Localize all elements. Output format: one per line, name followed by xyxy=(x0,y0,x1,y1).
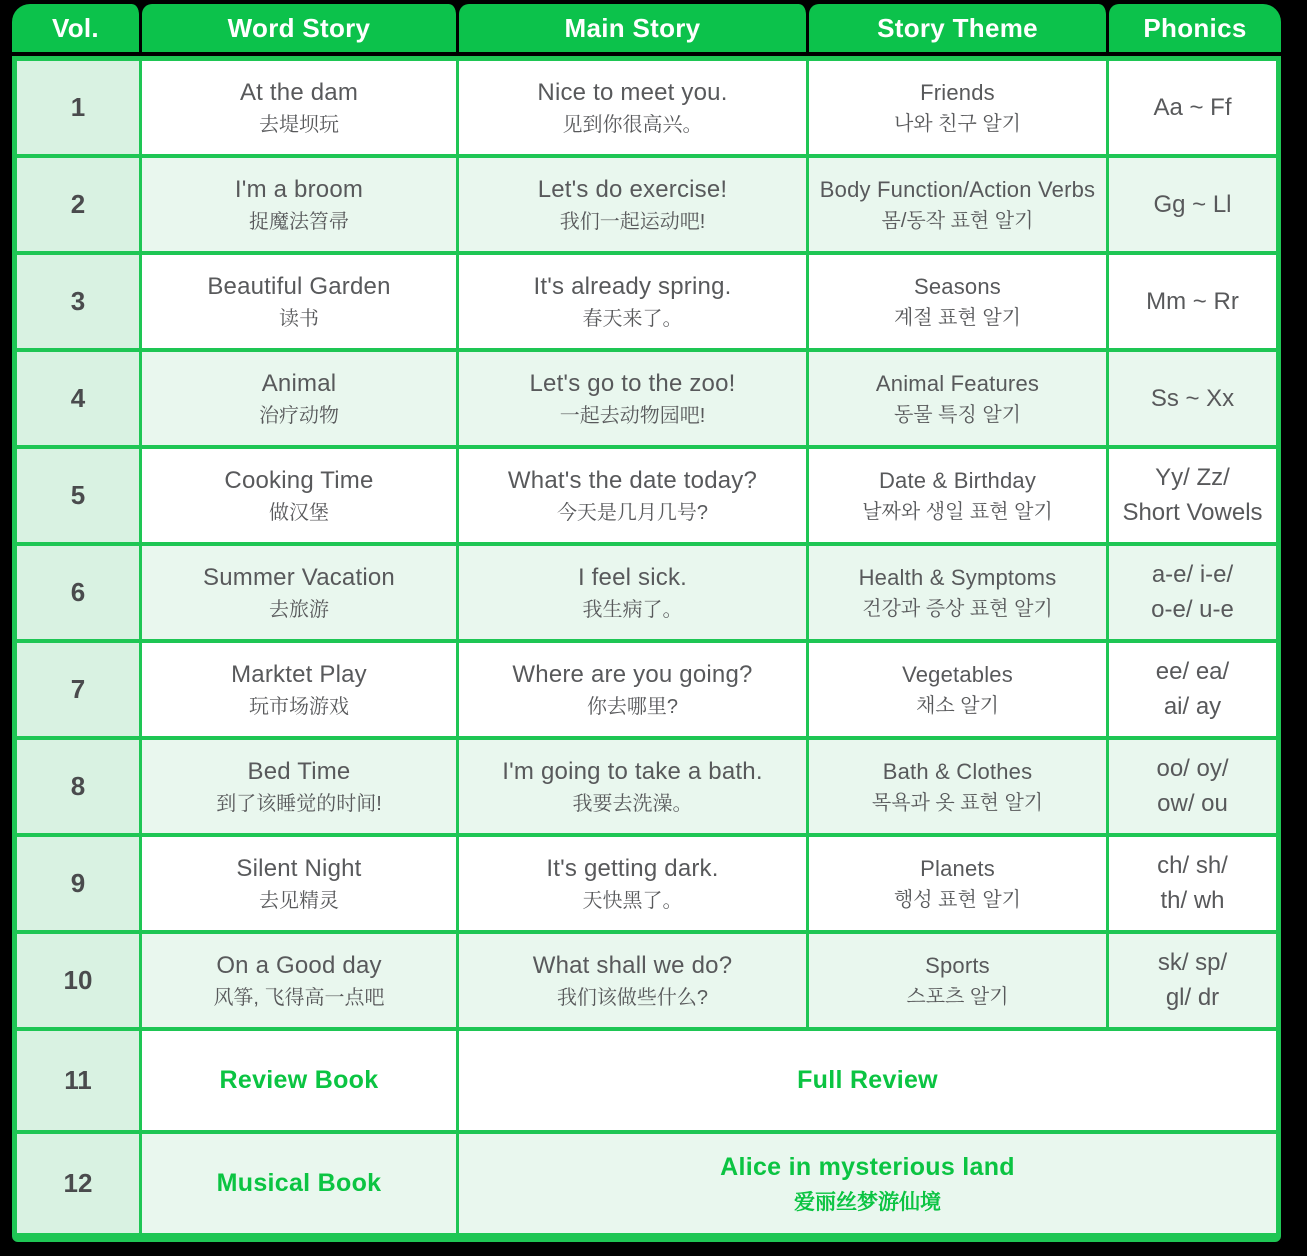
main-story-en: I feel sick. xyxy=(577,564,688,591)
main-story-cell xyxy=(459,643,809,736)
phonics-line: Yy/ Zz/ xyxy=(1155,464,1230,491)
word-story-en: At the dam xyxy=(239,79,359,106)
main-story-cell xyxy=(459,255,809,348)
table-row xyxy=(17,643,1276,740)
header-label-main-story: Main Story xyxy=(564,12,701,43)
phonics-line: ee/ ea/ xyxy=(1155,658,1230,685)
story-theme-ko: 나와 친구 알기 xyxy=(893,112,1022,135)
story-theme-cell xyxy=(809,158,1109,251)
table-row xyxy=(17,61,1276,158)
main-story-cell xyxy=(459,740,809,833)
vol-cell xyxy=(17,1134,142,1233)
header-cell-vol xyxy=(12,4,142,52)
main-story-cell xyxy=(459,158,809,251)
story-theme-ko: 동물 특징 알기 xyxy=(893,403,1022,426)
story-theme-en: Planets xyxy=(920,856,995,882)
phonics-cell xyxy=(1109,740,1276,833)
main-story-en: What shall we do? xyxy=(532,952,733,979)
vol-number: 12 xyxy=(63,1168,93,1198)
phonics-line: oo/ oy/ xyxy=(1156,755,1229,782)
merged-title: Full Review xyxy=(797,1066,938,1095)
header-label-story-theme: Story Theme xyxy=(877,12,1038,43)
header-cell-story-theme xyxy=(809,4,1109,52)
story-theme-en: Date & Birthday xyxy=(878,468,1037,494)
word-story-cell xyxy=(142,61,459,154)
word-story-en: Cooking Time xyxy=(224,467,374,494)
main-story-en: I'm going to take a bath. xyxy=(502,758,763,785)
header-label-phonics: Phonics xyxy=(1143,12,1247,43)
story-theme-ko: 건강과 증상 표현 알기 xyxy=(862,597,1053,620)
vol-cell xyxy=(17,449,142,542)
main-story-zh: 我要去洗澡。 xyxy=(572,793,693,815)
main-story-cell xyxy=(459,546,809,639)
main-story-zh: 我们该做些什么? xyxy=(556,987,709,1009)
vol-cell xyxy=(17,934,142,1027)
main-story-en: Nice to meet you. xyxy=(537,79,728,106)
word-story-en: Animal xyxy=(261,370,337,397)
main-story-zh: 春天来了。 xyxy=(582,308,683,330)
word-story-zh: 去堤坝玩 xyxy=(259,114,339,136)
table-row xyxy=(17,449,1276,546)
story-theme-en: Body Function/Action Verbs xyxy=(819,177,1096,203)
main-story-zh: 我们一起运动吧! xyxy=(559,211,706,233)
story-theme-en: Bath & Clothes xyxy=(882,759,1033,785)
story-theme-cell xyxy=(809,740,1109,833)
table-row-merged xyxy=(17,1134,1276,1233)
table-row xyxy=(17,837,1276,934)
curriculum-table xyxy=(12,4,1281,1242)
vol-number: 4 xyxy=(70,383,86,413)
merged-content-cell xyxy=(459,1031,1276,1130)
vol-cell xyxy=(17,837,142,930)
header-cell-word-story xyxy=(142,4,459,52)
main-story-zh: 见到你很高兴。 xyxy=(562,114,703,136)
main-story-en: Let's go to the zoo! xyxy=(529,370,736,397)
word-story-zh: 做汉堡 xyxy=(269,502,329,524)
word-story-zh: 去旅游 xyxy=(269,599,329,621)
story-theme-en: Sports xyxy=(925,953,990,979)
phonics-cell xyxy=(1109,837,1276,930)
word-story-zh: 去见精灵 xyxy=(259,890,339,912)
story-theme-ko: 채소 알기 xyxy=(916,694,999,717)
story-theme-ko: 날짜와 생일 표현 알기 xyxy=(862,500,1053,523)
table-row xyxy=(17,546,1276,643)
phonics-line: a-e/ i-e/ xyxy=(1151,561,1234,588)
vol-cell xyxy=(17,158,142,251)
phonics-line: Ss ~ Xx xyxy=(1150,384,1235,412)
phonics-line: Short Vowels xyxy=(1122,499,1263,526)
word-story-cell xyxy=(142,1134,459,1233)
word-story-cell xyxy=(142,837,459,930)
story-theme-cell xyxy=(809,837,1109,930)
phonics-cell xyxy=(1109,255,1276,348)
word-story-zh: 捉魔法笤帚 xyxy=(249,211,349,233)
main-story-en: Let's do exercise! xyxy=(537,176,728,203)
phonics-line: ow/ ou xyxy=(1157,790,1228,817)
phonics-line: th/ wh xyxy=(1160,887,1225,914)
phonics-line: ai/ ay xyxy=(1163,693,1222,720)
phonics-cell xyxy=(1109,158,1276,251)
vol-number: 5 xyxy=(70,480,86,510)
main-story-cell xyxy=(459,352,809,445)
word-story-cell xyxy=(142,255,459,348)
word-story-zh: 玩市场游戏 xyxy=(249,696,349,718)
phonics-cell xyxy=(1109,61,1276,154)
word-story-title: Musical Book xyxy=(216,1169,382,1198)
vol-number: 2 xyxy=(70,189,86,219)
word-story-zh: 风筝, 飞得高一点吧 xyxy=(213,987,385,1009)
phonics-cell xyxy=(1109,449,1276,542)
table-row xyxy=(17,255,1276,352)
story-theme-en: Animal Features xyxy=(875,371,1040,397)
phonics-line: Aa ~ Ff xyxy=(1153,93,1232,121)
word-story-en: Marktet Play xyxy=(231,661,367,688)
story-theme-en: Vegetables xyxy=(902,662,1013,688)
main-story-cell xyxy=(459,61,809,154)
vol-number: 6 xyxy=(70,577,86,607)
story-theme-en: Friends xyxy=(920,80,995,106)
merged-subtitle: 爱丽丝梦游仙境 xyxy=(794,1190,941,1214)
word-story-en: Silent Night xyxy=(236,855,362,882)
phonics-line: ch/ sh/ xyxy=(1157,852,1228,879)
word-story-zh: 读书 xyxy=(279,308,319,330)
main-story-zh: 一起去动物园吧! xyxy=(559,405,706,427)
vol-number: 11 xyxy=(64,1065,92,1095)
vol-number: 3 xyxy=(70,286,86,316)
story-theme-cell xyxy=(809,546,1109,639)
word-story-en: On a Good day xyxy=(216,952,382,979)
word-story-cell xyxy=(142,158,459,251)
main-story-en: It's already spring. xyxy=(533,273,732,300)
story-theme-ko: 행성 표현 알기 xyxy=(893,888,1022,911)
table-row xyxy=(17,934,1276,1031)
phonics-line: sk/ sp/ xyxy=(1157,949,1228,976)
table-row-merged xyxy=(17,1031,1276,1134)
vol-cell xyxy=(17,740,142,833)
main-story-en: Where are you going? xyxy=(512,661,753,688)
word-story-title: Review Book xyxy=(219,1066,379,1095)
main-story-zh: 你去哪里? xyxy=(586,696,679,718)
story-theme-en: Health & Symptoms xyxy=(858,565,1057,591)
story-theme-cell xyxy=(809,449,1109,542)
vol-cell xyxy=(17,1031,142,1130)
story-theme-cell xyxy=(809,934,1109,1027)
main-story-en: It's getting dark. xyxy=(546,855,719,882)
word-story-cell xyxy=(142,643,459,736)
phonics-line: Mm ~ Rr xyxy=(1146,287,1239,315)
phonics-line: Gg ~ Ll xyxy=(1153,190,1232,218)
phonics-cell xyxy=(1109,352,1276,445)
story-theme-ko: 스포츠 알기 xyxy=(906,985,1009,1008)
table-body xyxy=(12,56,1281,1242)
story-theme-cell xyxy=(809,352,1109,445)
phonics-cell xyxy=(1109,643,1276,736)
vol-cell xyxy=(17,352,142,445)
main-story-zh: 我生病了。 xyxy=(582,599,683,621)
header-label-word-story: Word Story xyxy=(227,12,371,43)
vol-number: 1 xyxy=(70,92,86,122)
word-story-cell xyxy=(142,449,459,542)
main-story-zh: 今天是几月几号? xyxy=(556,502,709,524)
word-story-zh: 治疗动物 xyxy=(259,405,339,427)
story-theme-en: Seasons xyxy=(913,274,1001,300)
story-theme-cell xyxy=(809,61,1109,154)
table-row xyxy=(17,352,1276,449)
main-story-en: What's the date today? xyxy=(507,467,758,494)
main-story-cell xyxy=(459,837,809,930)
word-story-en: Summer Vacation xyxy=(203,564,395,591)
word-story-cell xyxy=(142,934,459,1027)
phonics-cell xyxy=(1109,546,1276,639)
table-row xyxy=(17,740,1276,837)
word-story-cell xyxy=(142,1031,459,1130)
header-cell-main-story xyxy=(459,4,809,52)
phonics-line: gl/ dr xyxy=(1165,984,1220,1011)
main-story-cell xyxy=(459,449,809,542)
table-header-row xyxy=(12,4,1281,52)
vol-number: 8 xyxy=(70,771,86,801)
main-story-zh: 天快黑了。 xyxy=(582,890,683,912)
vol-cell xyxy=(17,643,142,736)
phonics-line: o-e/ u-e xyxy=(1151,596,1234,623)
vol-cell xyxy=(17,61,142,154)
story-theme-ko: 몸/동작 표현 알기 xyxy=(881,209,1034,232)
word-story-zh: 到了该睡觉的时间! xyxy=(216,793,382,815)
merged-content-cell xyxy=(459,1134,1276,1233)
table-row xyxy=(17,158,1276,255)
word-story-cell xyxy=(142,546,459,639)
header-cell-phonics xyxy=(1109,4,1281,52)
story-theme-ko: 목욕과 옷 표현 알기 xyxy=(871,791,1044,814)
vol-cell xyxy=(17,546,142,639)
main-story-cell xyxy=(459,934,809,1027)
vol-number: 7 xyxy=(70,674,86,704)
vol-cell xyxy=(17,255,142,348)
header-label-vol: Vol. xyxy=(52,12,99,43)
story-theme-ko: 계절 표현 알기 xyxy=(893,306,1022,329)
word-story-en: Bed Time xyxy=(247,758,351,785)
story-theme-cell xyxy=(809,255,1109,348)
vol-number: 10 xyxy=(63,965,93,995)
vol-number: 9 xyxy=(70,868,86,898)
word-story-en: I'm a broom xyxy=(234,176,364,203)
phonics-cell xyxy=(1109,934,1276,1027)
word-story-cell xyxy=(142,740,459,833)
story-theme-cell xyxy=(809,643,1109,736)
merged-title: Alice in mysterious land xyxy=(720,1153,1015,1182)
word-story-cell xyxy=(142,352,459,445)
word-story-en: Beautiful Garden xyxy=(207,273,391,300)
